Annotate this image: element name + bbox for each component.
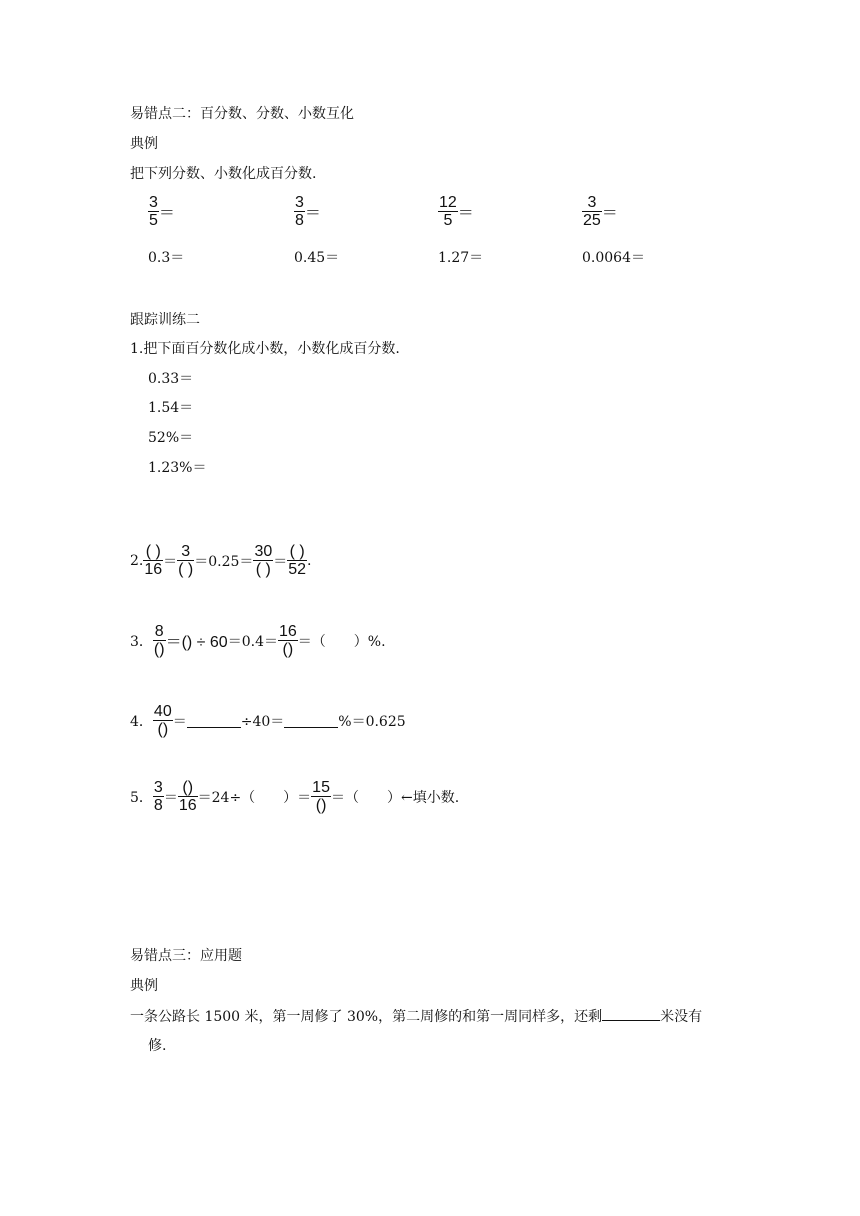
- q4-expression: 4． $\frac{40}{()}$ ＝ ÷40＝ %＝0.625: [130, 703, 406, 738]
- problem-answer-blank[interactable]: [602, 1006, 660, 1021]
- q1-item-1: 0.33＝: [148, 371, 194, 387]
- example-decimal-2: 0.45＝: [294, 250, 340, 266]
- example-fraction-4: $\frac{3}{25}$ ＝: [583, 194, 618, 229]
- section3-title: 易错点三：应用题: [130, 948, 242, 964]
- section2-example-label: 典例: [130, 136, 158, 152]
- q1-item-2: 1.54＝: [148, 400, 194, 416]
- q1-item-3: 52%＝: [148, 430, 194, 446]
- section2-title: 易错点二：百分数、分数、小数互化: [130, 106, 354, 122]
- q2-expression: 2. $\frac{( )}{16}$ ＝ $\frac{3}{( )}$ ＝0.25＝ $\frac{30}{( )}$ ＝ $\frac{( )}{52}$ .: [130, 543, 312, 578]
- q1-item-4: 1.23%＝: [148, 460, 207, 476]
- example-fraction-1: $\frac{3}{5}$ ＝: [149, 194, 175, 229]
- example-decimal-1: 0.3＝: [148, 250, 185, 266]
- example-decimal-3: 1.27＝: [438, 250, 484, 266]
- example-fraction-3: $\frac{12}{5}$ ＝: [439, 194, 474, 229]
- section3-example-label: 典例: [130, 978, 158, 994]
- q1-text: 1.把下面百分数化成小数，小数化成百分数.: [130, 341, 400, 357]
- q5-expression: 5． $\frac{3}{8}$ ＝ $\frac{()}{16}$ ＝24÷（ ）＝ $\frac{15}{()}$ ＝（ ）←填小数.: [130, 779, 460, 814]
- section3-problem-line2: 修.: [148, 1038, 167, 1054]
- section3-problem-line1: 一条公路长 1500 米，第一周修了 30%，第二周修的和第一周同样多，还剩 米没有: [130, 1006, 702, 1027]
- q4-blank-2[interactable]: [284, 713, 338, 728]
- q3-expression: 3． $\frac{8}{()}$ ＝() ÷ 60 ＝0.4＝ $\frac{16}{()}$ ＝（ ）%.: [130, 623, 386, 658]
- q4-blank-1[interactable]: [187, 713, 241, 728]
- training2-title: 跟踪训练二: [130, 312, 200, 328]
- example-fraction-2: $\frac{3}{8}$ ＝: [295, 194, 321, 229]
- example-decimal-4: 0.0064＝: [582, 250, 645, 266]
- section2-instruction: 把下列分数、小数化成百分数.: [130, 166, 317, 182]
